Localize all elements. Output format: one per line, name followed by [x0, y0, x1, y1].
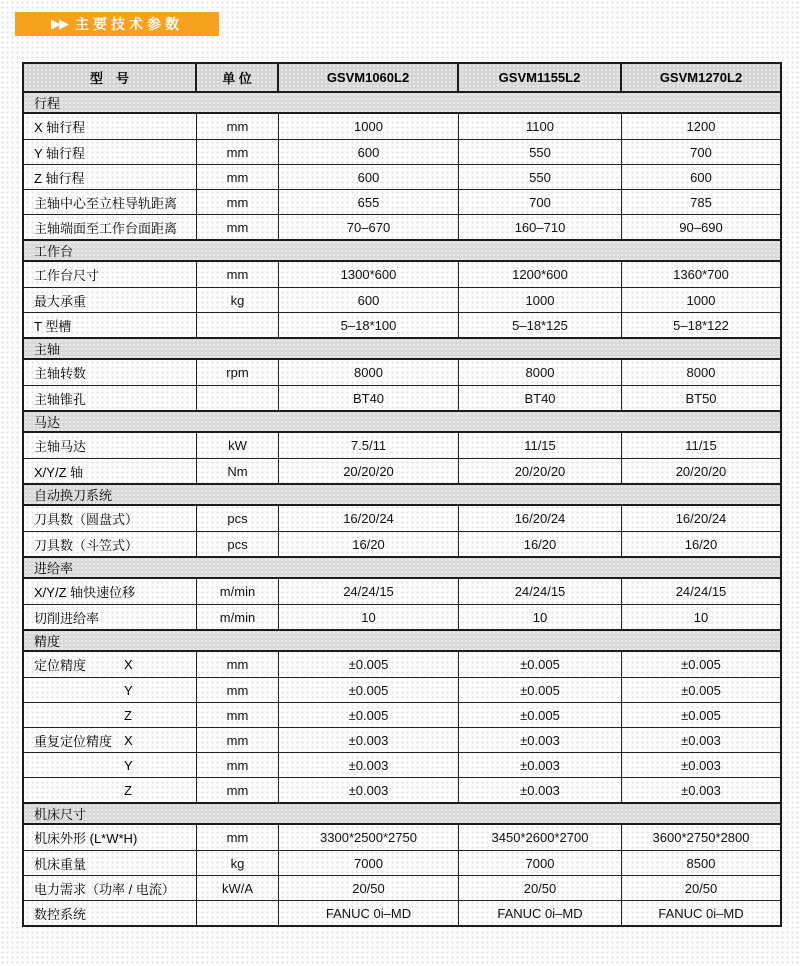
- header-model-column-label: 型 号: [24, 64, 197, 91]
- value-cell-model-3: 10: [693, 609, 709, 625]
- header-model-1: GSVM1060L2: [279, 64, 459, 91]
- row-label-cell: [24, 532, 197, 556]
- value-cell-model-3: ±0.003: [681, 732, 721, 748]
- table-row: [24, 727, 780, 752]
- value-cell-model-2: 20/20/20: [459, 459, 622, 483]
- value-cell-model-2: ±0.003: [459, 778, 622, 802]
- value-cell-model-3: ±0.003: [681, 757, 721, 773]
- row-label-cell: [24, 140, 197, 164]
- value-cell-model-3: 20/50: [684, 880, 718, 896]
- table-row: [24, 114, 780, 139]
- value-cell-model-3: 5–18*122: [673, 317, 729, 333]
- table-row: [24, 825, 780, 850]
- value-cell-model-1: 5–18*100: [279, 313, 459, 337]
- row-label: 机床重量: [34, 856, 87, 872]
- unit-cell: mm: [197, 703, 279, 727]
- row-label: T 型槽: [34, 318, 72, 334]
- table-row: [24, 702, 780, 727]
- table-row: [24, 360, 780, 385]
- row-axis-label: Z: [124, 707, 132, 723]
- row-label-cell: [24, 215, 197, 239]
- table-row: [24, 677, 780, 702]
- value-cell-model-1: 24/24/15: [279, 579, 459, 604]
- value-cell-model-1: 16/20/24: [279, 506, 459, 531]
- row-label: X/Y/Z 轴快速位移: [34, 585, 136, 600]
- row-label-cell: [24, 703, 197, 727]
- unit-cell: pcs: [197, 506, 279, 531]
- section-title: 自动换刀系统: [34, 488, 113, 503]
- table-row: [24, 900, 780, 925]
- row-label: 刀具数（斗笠式）: [34, 537, 139, 553]
- header-model-2: GSVM1155L2: [459, 64, 622, 91]
- row-label-cell: [24, 652, 197, 677]
- value-cell-model-3: 1360*700: [673, 267, 729, 282]
- section-title: 主轴: [34, 342, 61, 357]
- section-header-row: [24, 483, 780, 506]
- value-cell-model-2: ±0.005: [459, 703, 622, 727]
- row-label: 机床外形 (L*W*H): [34, 831, 138, 846]
- section-header-row: [24, 337, 780, 360]
- row-label: Z 轴行程: [34, 170, 85, 186]
- row-label-cell: [24, 851, 197, 875]
- value-cell-model-3: 8500: [686, 855, 716, 871]
- value-cell-model-1: ±0.003: [279, 728, 459, 752]
- value-cell-model-2: 160–710: [459, 215, 622, 239]
- section-header-row: [24, 802, 780, 825]
- value-cell-model-2: 11/15: [459, 433, 622, 458]
- value-cell-model-1: 16/20: [279, 532, 459, 556]
- value-cell-model-3: 1000: [686, 292, 716, 308]
- section-header-row: [24, 91, 780, 114]
- value-cell-model-2: 10: [459, 605, 622, 629]
- value-cell-model-2: 550: [459, 165, 622, 189]
- value-cell-model-1: 1000: [279, 114, 459, 139]
- row-label: 工作台尺寸: [34, 268, 100, 283]
- row-axis-label: Y: [124, 682, 133, 698]
- unit-cell: kW/A: [197, 876, 279, 900]
- value-cell-model-2: 16/20/24: [459, 506, 622, 531]
- unit-cell: mm: [197, 825, 279, 850]
- value-cell-model-2: ±0.003: [459, 753, 622, 777]
- row-label: 切削进给率: [34, 610, 100, 626]
- value-cell-model-3: 3600*2750*2800: [652, 830, 750, 845]
- value-cell-model-3: ±0.005: [681, 707, 721, 723]
- table-row: [24, 579, 780, 604]
- unit-cell: mm: [197, 190, 279, 214]
- value-cell-model-1: ±0.005: [279, 703, 459, 727]
- table-row: [24, 604, 780, 629]
- value-cell-model-3: BT50: [685, 390, 717, 406]
- value-cell-model-1: ±0.005: [279, 652, 459, 677]
- row-label-cell: [24, 288, 197, 312]
- header-model-3: GSVM1270L2: [659, 70, 743, 85]
- unit-cell: [197, 386, 279, 410]
- value-cell-model-2: ±0.003: [459, 728, 622, 752]
- unit-cell: kg: [197, 288, 279, 312]
- header-unit-column-label: 单 位: [197, 64, 279, 91]
- unit-cell: [197, 313, 279, 337]
- value-cell-model-2: 3450*2600*2700: [459, 825, 622, 850]
- table-row: [24, 139, 780, 164]
- section-title: 马达: [34, 415, 61, 430]
- row-axis-label: X: [124, 657, 133, 672]
- value-cell-model-3: ±0.005: [681, 682, 721, 698]
- value-cell-model-3: 700: [690, 144, 712, 160]
- double-arrow-icon: ▶▶: [51, 15, 67, 31]
- value-cell-model-3: 24/24/15: [675, 584, 727, 599]
- value-cell-model-1: 7000: [279, 851, 459, 875]
- section-header-row: [24, 629, 780, 652]
- value-cell-model-2: 24/24/15: [459, 579, 622, 604]
- value-cell-model-1: 655: [279, 190, 459, 214]
- row-label: Y 轴行程: [34, 145, 86, 161]
- table-row: [24, 189, 780, 214]
- unit-cell: Nm: [197, 459, 279, 483]
- value-cell-model-2: 1200*600: [459, 262, 622, 287]
- table-header-row: [24, 64, 780, 91]
- unit-cell: mm: [197, 114, 279, 139]
- unit-cell: mm: [197, 678, 279, 702]
- banner-title: 主要技术参数: [75, 16, 183, 32]
- row-label-cell: [24, 753, 197, 777]
- row-label-cell: [24, 728, 197, 752]
- value-cell-model-3: 20/20/20: [675, 463, 727, 479]
- unit-cell: pcs: [197, 532, 279, 556]
- table-row: [24, 777, 780, 802]
- value-cell-model-2: 16/20: [459, 532, 622, 556]
- table-row: [24, 433, 780, 458]
- value-cell-model-1: ±0.005: [279, 678, 459, 702]
- row-label: 最大承重: [34, 293, 87, 309]
- section-title: 行程: [34, 96, 61, 111]
- value-cell-model-1: 70–670: [279, 215, 459, 239]
- value-cell-model-1: 1300*600: [279, 262, 459, 287]
- row-label: 主轴锥孔: [34, 391, 87, 407]
- row-label-cell: [24, 506, 197, 531]
- row-label-cell: [24, 876, 197, 900]
- table-row: [24, 312, 780, 337]
- value-cell-model-2: ±0.005: [459, 652, 622, 677]
- table-row: [24, 164, 780, 189]
- row-label: 数控系统: [34, 906, 87, 922]
- value-cell-model-1: FANUC 0i–MD: [279, 901, 459, 925]
- row-label-cell: [24, 825, 197, 850]
- value-cell-model-3: 1200: [686, 119, 716, 134]
- row-axis-label: Z: [124, 782, 132, 798]
- row-label-cell: [24, 114, 197, 139]
- section-title: 精度: [34, 634, 61, 649]
- value-cell-model-2: 1100: [459, 114, 622, 139]
- row-label-cell: [24, 313, 197, 337]
- unit-cell: mm: [197, 652, 279, 677]
- row-label: 主轴端面至工作台面距离: [34, 220, 178, 236]
- row-label-cell: [24, 605, 197, 629]
- section-header-row: [24, 556, 780, 579]
- unit-cell: mm: [197, 215, 279, 239]
- table-row: [24, 752, 780, 777]
- table-row: [24, 850, 780, 875]
- value-cell-model-3: 600: [690, 169, 712, 185]
- section-header-row: [24, 410, 780, 433]
- row-label: 定位精度: [34, 658, 87, 673]
- table-row: [24, 506, 780, 531]
- unit-cell: m/min: [197, 605, 279, 629]
- value-cell-model-2: 8000: [459, 360, 622, 385]
- row-label-cell: [24, 778, 197, 802]
- row-label-cell: [24, 262, 197, 287]
- value-cell-model-1: 8000: [279, 360, 459, 385]
- value-cell-model-2: 5–18*125: [459, 313, 622, 337]
- value-cell-model-1: BT40: [279, 386, 459, 410]
- value-cell-model-3: ±0.005: [681, 657, 721, 672]
- row-axis-label: X: [124, 732, 133, 748]
- value-cell-model-3: 785: [690, 194, 712, 210]
- row-label: 主轴转数: [34, 366, 87, 381]
- row-label: 电力需求（功率 / 电流）: [34, 881, 175, 897]
- value-cell-model-1: 10: [279, 605, 459, 629]
- value-cell-model-2: ±0.005: [459, 678, 622, 702]
- unit-cell: mm: [197, 140, 279, 164]
- value-cell-model-3: 90–690: [679, 219, 723, 235]
- value-cell-model-3: 8000: [686, 365, 716, 380]
- value-cell-model-1: 600: [279, 165, 459, 189]
- unit-cell: mm: [197, 165, 279, 189]
- value-cell-model-1: 20/20/20: [279, 459, 459, 483]
- unit-cell: [197, 901, 279, 925]
- section-header-row: [24, 239, 780, 262]
- value-cell-model-2: 20/50: [459, 876, 622, 900]
- unit-cell: mm: [197, 778, 279, 802]
- row-label-cell: [24, 165, 197, 189]
- section-title: 进给率: [34, 561, 74, 576]
- table-row: [24, 875, 780, 900]
- value-cell-model-1: 600: [279, 288, 459, 312]
- section-title: 机床尺寸: [34, 807, 87, 822]
- section-title-banner: [15, 12, 219, 36]
- unit-cell: kg: [197, 851, 279, 875]
- value-cell-model-3: 11/15: [685, 438, 717, 453]
- value-cell-model-2: BT40: [459, 386, 622, 410]
- table-row: [24, 385, 780, 410]
- table-row: [24, 458, 780, 483]
- value-cell-model-1: 20/50: [279, 876, 459, 900]
- row-label-cell: [24, 386, 197, 410]
- row-label-cell: [24, 901, 197, 925]
- value-cell-model-3: 16/20/24: [675, 511, 727, 526]
- value-cell-model-2: 7000: [459, 851, 622, 875]
- row-label-cell: [24, 433, 197, 458]
- section-title: 工作台: [34, 244, 74, 259]
- row-label: 重复定位精度: [34, 733, 113, 749]
- value-cell-model-1: ±0.003: [279, 778, 459, 802]
- unit-cell: kW: [197, 433, 279, 458]
- table-row: [24, 652, 780, 677]
- value-cell-model-2: 1000: [459, 288, 622, 312]
- unit-cell: m/min: [197, 579, 279, 604]
- unit-cell: mm: [197, 728, 279, 752]
- row-label-cell: [24, 459, 197, 483]
- table-body: [24, 91, 780, 925]
- value-cell-model-1: 7.5/11: [279, 433, 459, 458]
- unit-cell: mm: [197, 262, 279, 287]
- value-cell-model-3: ±0.003: [681, 782, 721, 798]
- value-cell-model-2: 700: [459, 190, 622, 214]
- value-cell-model-3: 16/20: [684, 536, 718, 552]
- table-row: [24, 214, 780, 239]
- value-cell-model-3: FANUC 0i–MD: [658, 905, 744, 921]
- row-label: 刀具数（圆盘式）: [34, 512, 139, 527]
- row-label-cell: [24, 190, 197, 214]
- value-cell-model-1: 600: [279, 140, 459, 164]
- table-row: [24, 531, 780, 556]
- row-axis-label: Y: [124, 757, 133, 773]
- row-label-cell: [24, 678, 197, 702]
- table-row: [24, 287, 780, 312]
- row-label-cell: [24, 579, 197, 604]
- row-label: X 轴行程: [34, 120, 86, 135]
- row-label: 主轴马达: [34, 439, 87, 454]
- row-label-cell: [24, 360, 197, 385]
- row-label: X/Y/Z 轴: [34, 464, 84, 480]
- value-cell-model-2: FANUC 0i–MD: [459, 901, 622, 925]
- value-cell-model-1: 3300*2500*2750: [279, 825, 459, 850]
- unit-cell: rpm: [197, 360, 279, 385]
- table-row: [24, 262, 780, 287]
- value-cell-model-1: ±0.003: [279, 753, 459, 777]
- row-label: 主轴中心至立柱导轨距离: [34, 195, 178, 211]
- value-cell-model-2: 550: [459, 140, 622, 164]
- spec-table: [22, 62, 782, 927]
- unit-cell: mm: [197, 753, 279, 777]
